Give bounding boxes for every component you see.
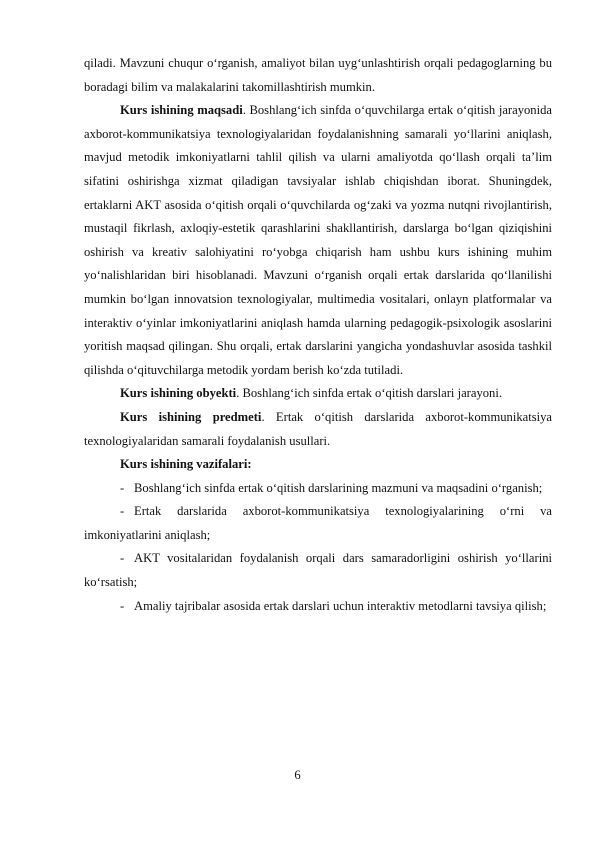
list-item <box>84 477 552 501</box>
subject-heading: Kurs ishining predmeti <box>120 409 262 424</box>
list-item-text: Ertak darslarida axborot-kommunikatsiya texnologiyalarining o‘rni va imkoniyatlarini aniqlash; <box>84 504 552 542</box>
goal-heading: Kurs ishining maqsadi <box>120 103 243 118</box>
list-dash: - <box>120 504 125 519</box>
paragraph-goal <box>84 99 552 382</box>
object-text: . Boshlang‘ich sinfda ertak o‘qitish darslari jarayoni. <box>236 386 502 401</box>
goal-text: . Boshlang‘ich sinfda o‘quvchilarga ertak o‘qitish jarayonida axborot-kommunikatsiya texnologiyalaridan foydalanishning samarali yo‘llarini aniqlash, mavjud metodik imkoniyatlarni tahlil qilish va ularni amaliyotda qo‘llash orqali ta’lim sifatini oshirishga xizmat qiladigan tavsiyalar ishlab chiqishdan iborat. Shuningdek, ertaklarni AKT asosida o‘qitish orqali o‘quvchilarda og‘zaki va yozma nutqni rivojlantirish, mustaqil fikrlash, axloqiy-estetik qarashlarini shakllantirish, darslarga bo‘lgan qiziqishini oshirish va kreativ salohiyatini ro‘yobga chiqarish ham ushbu kurs ishining muhim yo‘nalishlaridan biri hisoblanadi. Mavzuni o‘rganish orqali ertak darslarida qo‘llanilishi mumkin bo‘lgan innovatsion texnologiyalar, multimedia vositalari, onlayn platformalar va interaktiv o‘yinlar imkoniyatlarini aniqlash hamda ularning pedagogik-psixologik asoslarini yoritish maqsad qilingan. Shu orqali, ertak darslarini yangicha yondashuvlar asosida tashkil qilishda o‘qituvchilarga metodik yordam berish ko‘zda tutiladi. <box>84 103 552 377</box>
page-number: 6 <box>294 768 301 782</box>
paragraph-object <box>84 382 552 406</box>
list-item <box>84 547 552 594</box>
list-item <box>84 500 552 547</box>
tasks-heading: Kurs ishining vazifalari: <box>120 457 252 472</box>
paragraph-continuation: qiladi. Mavzuni chuqur o‘rganish, amaliyot bilan uyg‘unlashtirish orqali pedagoglarning bu boradagi bilim va malakalarini takomillashtirish mumkin. <box>84 56 552 94</box>
paragraph-tasks-heading <box>84 453 552 477</box>
list-item-text: Boshlang‘ich sinfda ertak o‘qitish darslarining mazmuni va maqsadini o‘rganish; <box>134 480 543 495</box>
list-dash: - <box>120 551 125 566</box>
list-item-text: AKT vositalaridan foydalanish orqali dars samaradorligini oshirish yo‘llarini ko‘rsatish; <box>84 551 552 590</box>
page-body <box>84 52 552 618</box>
list-item <box>84 595 552 619</box>
list-dash: - <box>120 598 125 613</box>
object-heading: Kurs ishining obyekti <box>120 386 237 401</box>
subject-text: . Ertak o‘qitish darslarida axborot-kommunikatsiya texnologiyalaridan samarali foydalanish usullari. <box>84 409 552 448</box>
list-dash: - <box>120 480 125 495</box>
paragraph-subject <box>84 406 552 453</box>
list-item-text: Amaliy tajribalar asosida ertak darslari uchun interaktiv metodlarni tavsiya qilish; <box>134 598 547 613</box>
